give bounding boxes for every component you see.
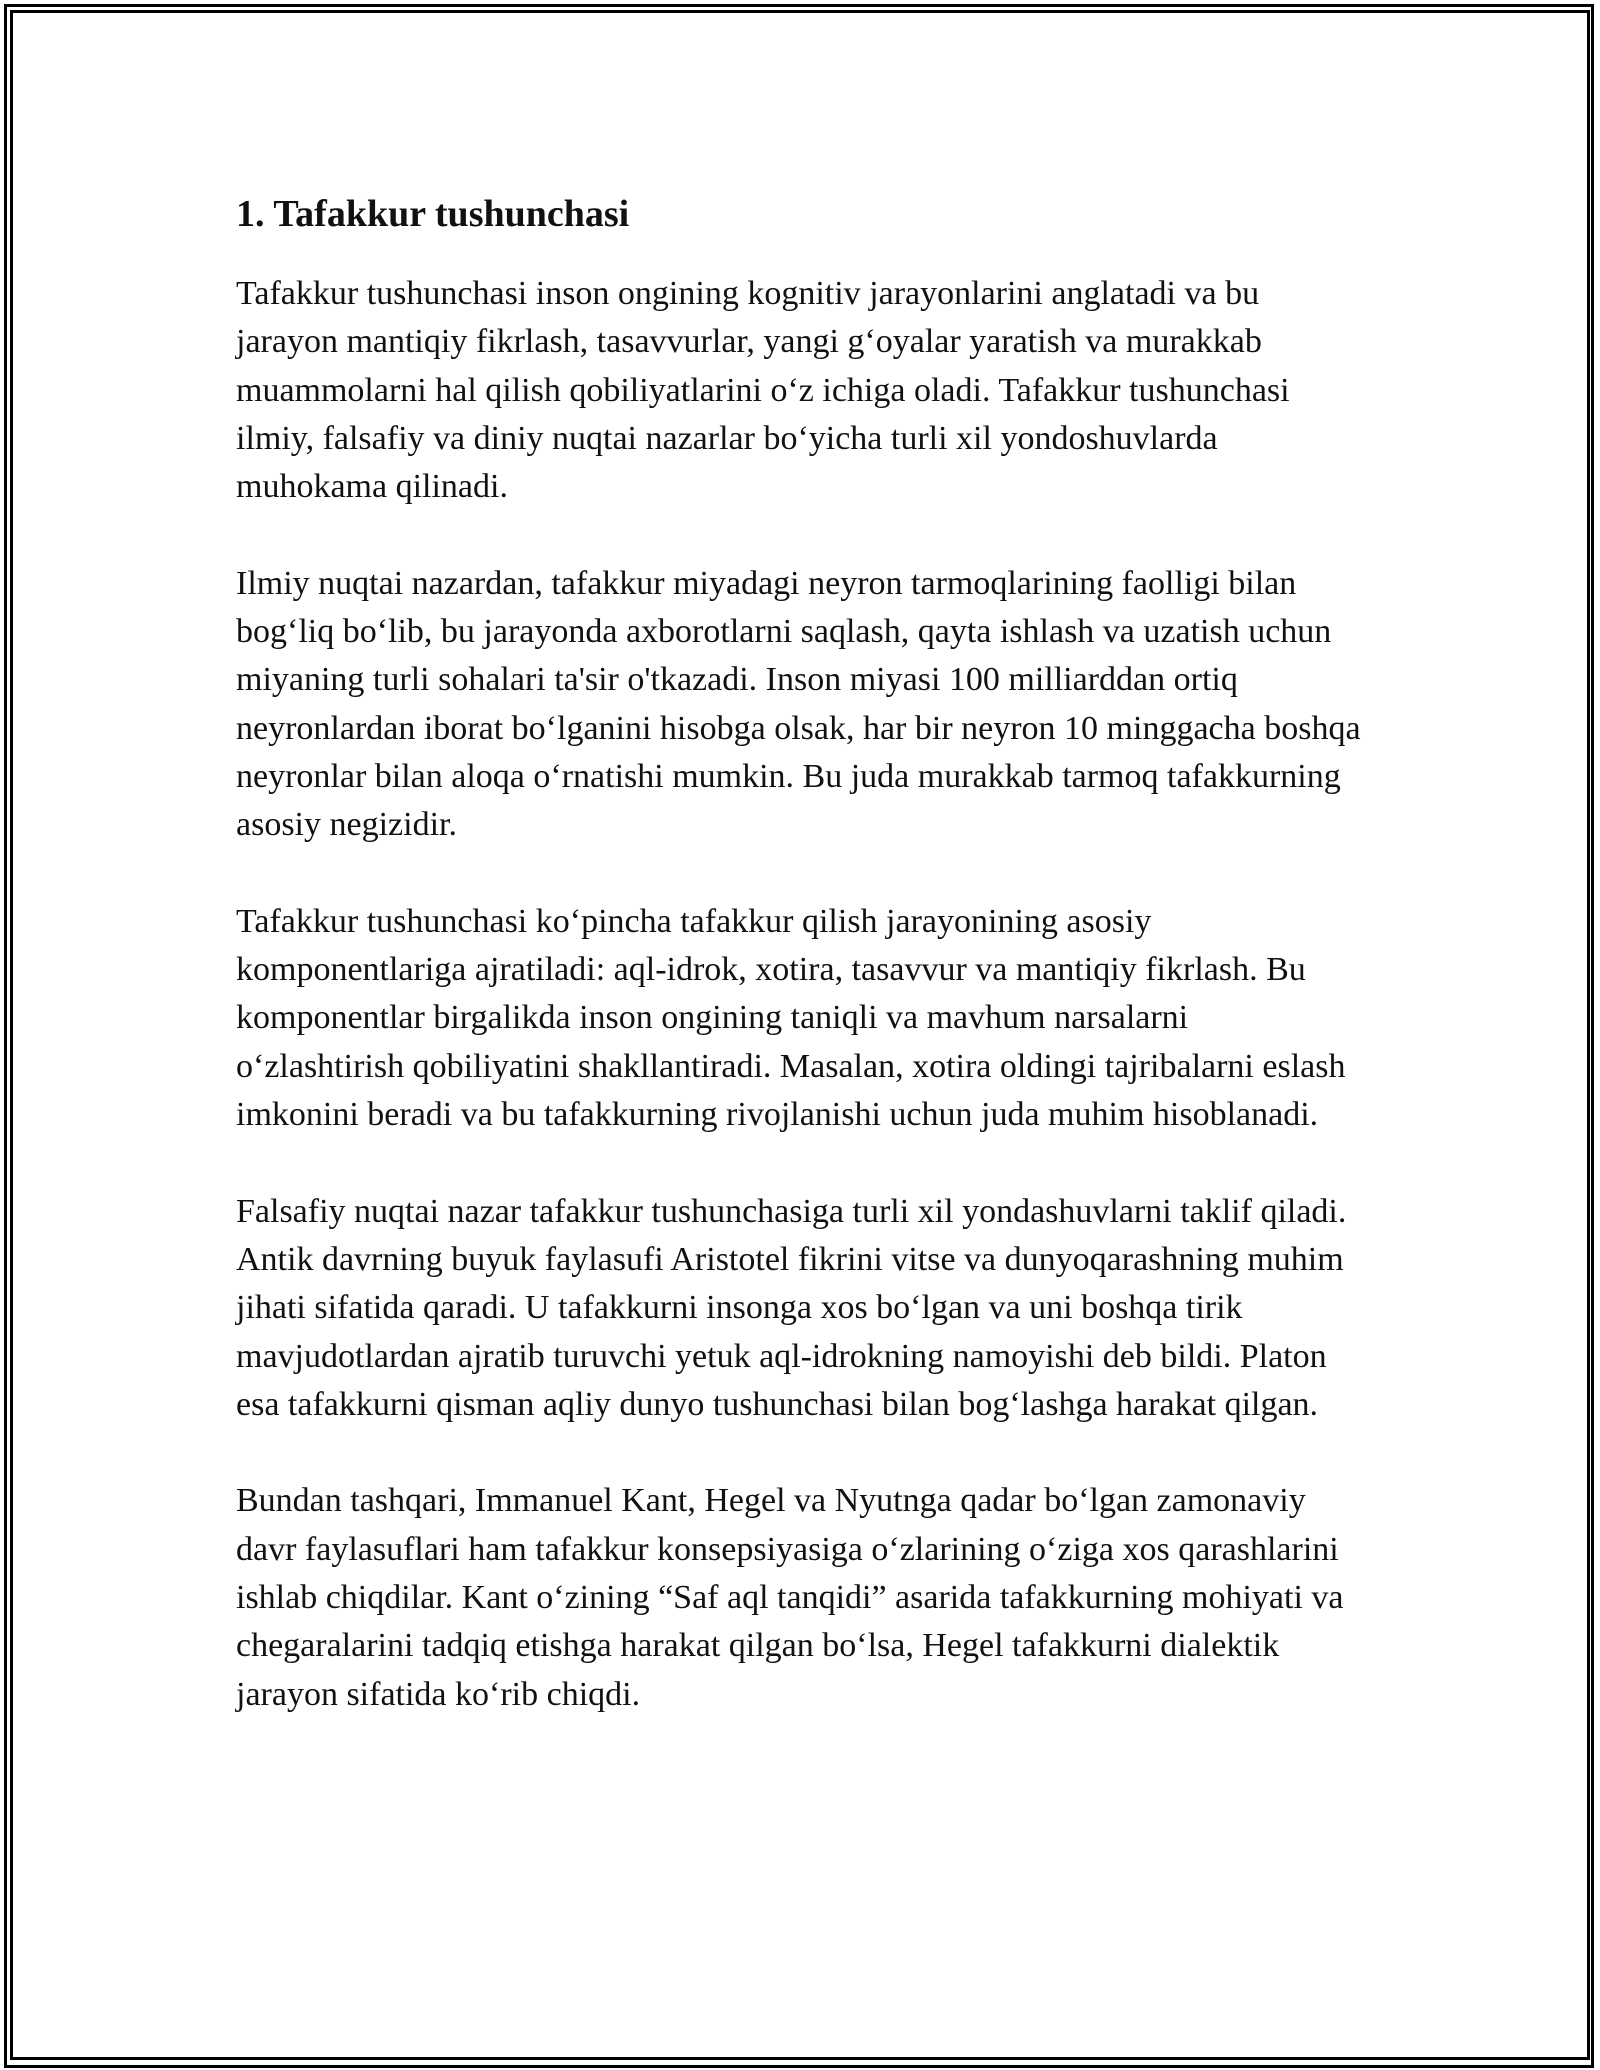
- paragraph-modern-philosophers: Bundan tashqari, Immanuel Kant, Hegel va Nyutnga qadar bo‘lgan zamonaviy davr faylasuflari ham tafakkur konsepsiyasiga o‘zlarining o‘ziga xos qarashlarini ishlab chiqdilar. Kant o‘zining “Saf aql tanqidi” asarida tafakkurning mohiyati va chegaralarini tadqiq etishga harakat qilgan bo‘lsa, Hegel tafakkurni dialektik jarayon sifatida ko‘rib chiqdi.: [236, 1482, 1344, 1713]
- paragraph-scientific-view: Ilmiy nuqtai nazardan, tafakkur miyadagi neyron tarmoqlarining faolligi bilan bog‘liq bo‘lib, bu jarayonda axborotlarni saqlash, qayta ishlash va uzatish uchun miyaning turli sohalari ta'sir o'tkazadi. Inson miyasi 100 milliarddan ortiq neyronlardan iborat bo‘lganini hisobga olsak, har bir neyron 10 minggacha boshqa neyronlar bilan aloqa o‘rnatishi mumkin. Bu juda murakkab tarmoq tafakkurning asosiy negizidir.: [236, 564, 1361, 844]
- paragraph-philosophical-view: Falsafiy nuqtai nazar tafakkur tushunchasiga turli xil yondashuvlarni taklif qiladi. Antik davrning buyuk faylasufi Aristotel fikrini vitse va dunyoqarashning muhim jihati sifatida qaradi. U tafakkurni insonga xos bo‘lgan va uni boshqa tirik mavjudotlardan ajratib turuvchi yetuk aql-idrokning namoyishi deb bildi. Platon esa tafakkurni qisman aqliy dunyo tushunchasi bilan bog‘lashga harakat qilgan.: [236, 1192, 1347, 1423]
- paragraph-components: Tafakkur tushunchasi ko‘pincha tafakkur qilish jarayonining asosiy komponentlariga ajratiladi: aql-idrok, xotira, tasavvur va mantiqiy fikrlash. Bu komponentlar birgalikda inson ongining taniqli va mavhum narsalarni o‘zlashtirish qobiliyatini shakllantiradi. Masalan, xotira oldingi tajribalarni eslash imkonini beradi va bu tafakkurning rivojlanishi uchun juda muhim hisoblanadi.: [236, 902, 1346, 1134]
- document-body: [236, 186, 1364, 1767]
- paragraph-intro: Tafakkur tushunchasi inson ongining kognitiv jarayonlarini anglatadi va bu jarayon mantiqiy fikrlash, tasavvurlar, yangi g‘oyalar yaratish va murakkab muammolarni hal qilish qobiliyatlarini o‘z ichiga oladi. Tafakkur tushunchasi ilmiy, falsafiy va diniy nuqtai nazarlar bo‘yicha turli xil yondoshuvlarda muhokama qilinadi.: [236, 275, 1290, 506]
- section-heading: 1. Tafakkur tushunchasi: [236, 193, 630, 235]
